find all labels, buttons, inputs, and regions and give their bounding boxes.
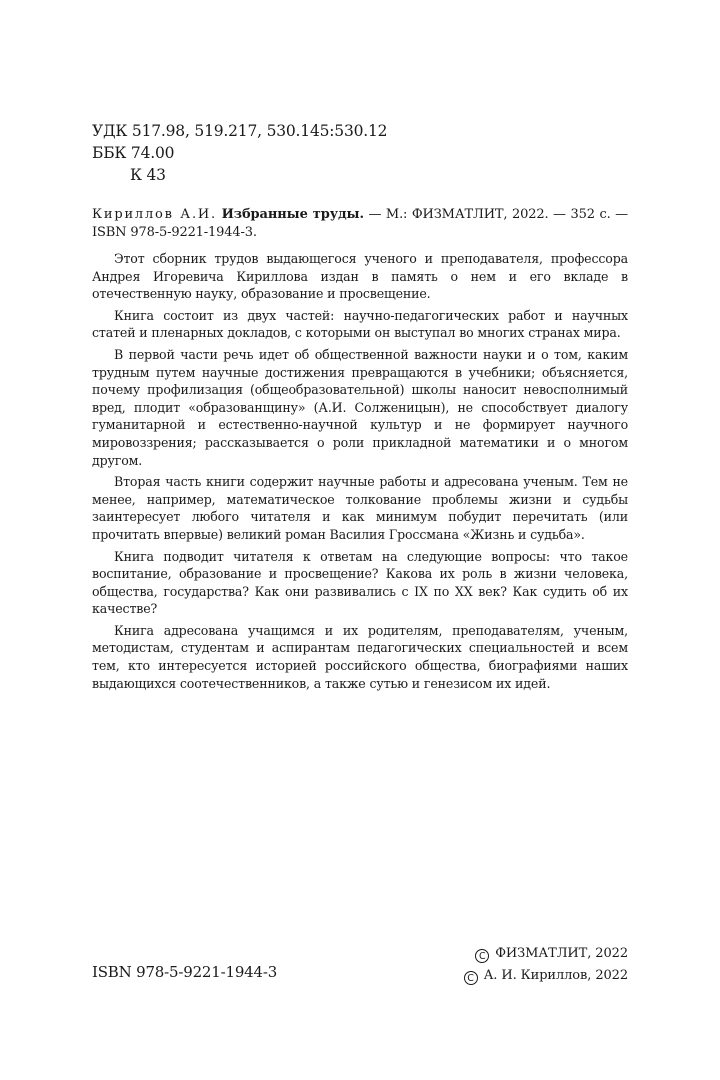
citation-author: Кириллов А.И. (92, 207, 217, 222)
author-mark: К 43 (130, 166, 166, 184)
udk-code: УДК 517.98, 519.217, 530.145:530.12 (92, 122, 388, 140)
annotation-paragraph: Этот сборник трудов выдающегося ученого и преподавателя, профессора Андрея Игоревича Кириллова издан в память о нем и его вкладе в отечественную науку, образование и просвещение. (92, 251, 628, 302)
copyright-icon (464, 971, 478, 985)
copyright-publisher: ФИЗМАТЛИТ, 2022 (495, 946, 628, 961)
isbn: ISBN 978-5-9221-1944-3 (92, 963, 278, 981)
bibliographic-description (92, 206, 628, 242)
copyright-line (464, 943, 628, 965)
annotation-paragraph: Книга состоит из двух частей: научно-педагогических работ и научных статей и пленарных докладов, с которыми он выступал во многих странах мира. (92, 307, 628, 341)
annotation-paragraph: Книга подводит читателя к ответам на следующие вопросы: что такое воспитание, образование и просвещение? Какова их роль в жизни человека, общества, государства? Как они развивались с IX по XX век? Как судить об их качестве? (92, 548, 628, 617)
annotation (92, 250, 628, 696)
copyright-icon (475, 949, 489, 963)
bbk-code: ББК 74.00 (92, 144, 175, 162)
copyright-line (464, 965, 628, 987)
citation-details: — М.: ФИЗМАТЛИТ, 2022. — 352 с. — ISBN 978-5-9221-1944-3. (92, 207, 628, 240)
annotation-paragraph: Книга адресована учащимся и их родителям, преподавателям, ученым, методистам, студентам и аспирантам педагогических специальностей и всем тем, кто интересуется историей российского общества, биографиями наших выдающихся соотечественников, а также сутью и генезисом их идей. (92, 622, 628, 691)
copyright-author: А. И. Кириллов, 2022 (483, 968, 628, 983)
annotation-paragraph: В первой части речь идет об общественной важности науки и о том, каким трудным путем научные достижения превращаются в учебники; объясняется, почему профилизация (общеобразовательной) школы наносит невосполнимый вред, плодит «образованщину» (А.И. Солженицын), не способствует диалогу гуманитарной и естественно-научной культур и не формирует научного мировоззрения; рассказывается о роли прикладной математики и о многом другом. (92, 346, 628, 468)
classification-codes (92, 120, 387, 186)
copyright-block (464, 943, 628, 987)
citation-title: Избранные труды. (221, 207, 364, 222)
annotation-paragraph: Вторая часть книги содержит научные работы и адресована ученым. Тем не менее, например, математическое толкование проблемы жизни и судьбы заинтересует любого читателя и как минимум побудит перечитать (или прочитать впервые) великий роман Василия Гроссмана «Жизнь и судьба». (92, 474, 628, 542)
